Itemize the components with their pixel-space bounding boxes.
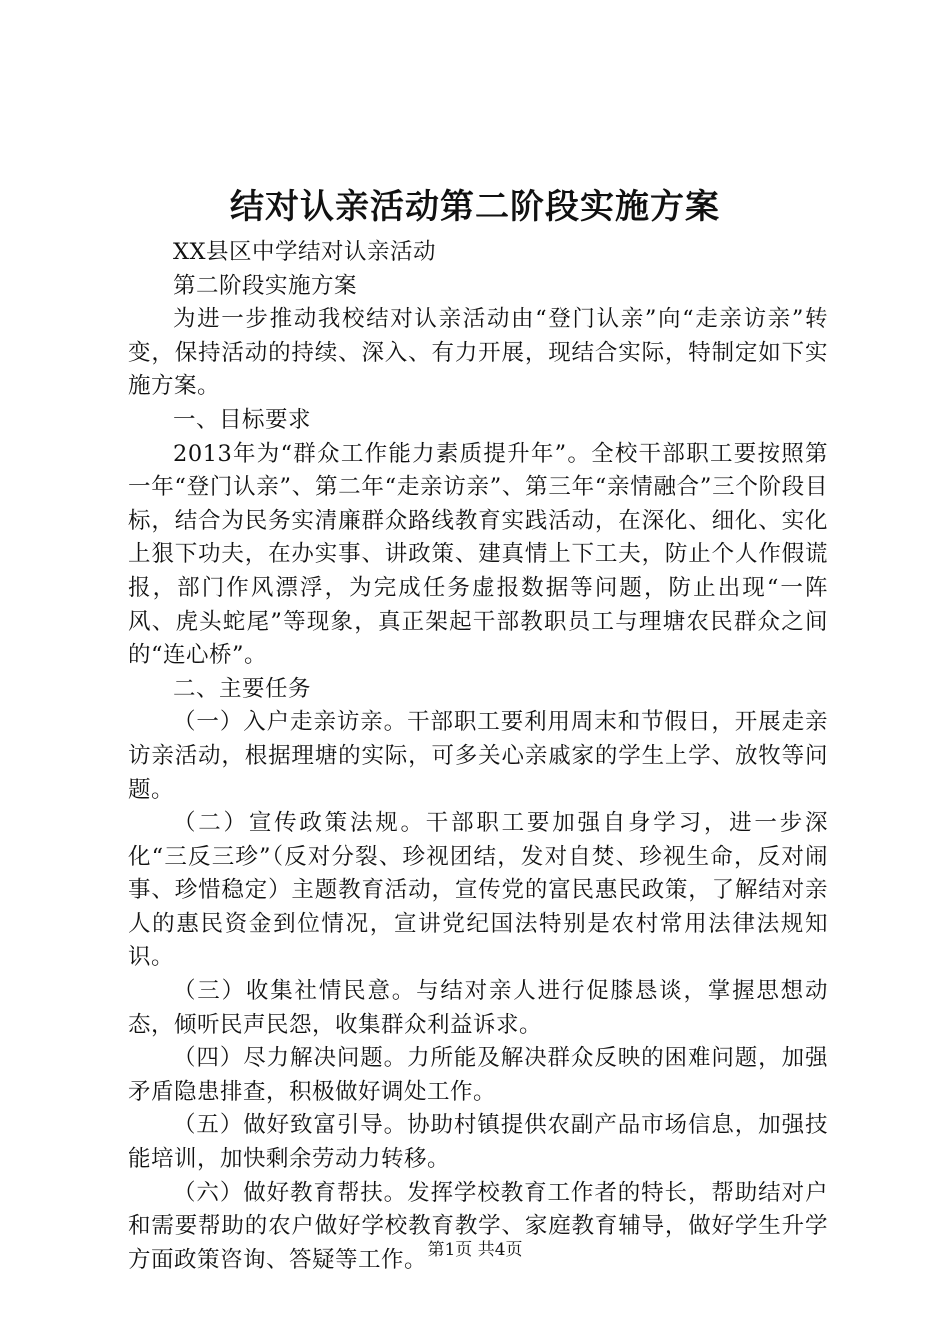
- body-paragraph: （四）尽力解决问题。力所能及解决群众反映的困难问题，加强矛盾隐患排查，积极做好调处工作。: [128, 1045, 828, 1105]
- document-body: [128, 236, 828, 1277]
- body-paragraph: 第二阶段实施方案: [173, 272, 358, 299]
- section-heading: 二、主要任务: [173, 675, 312, 702]
- section-heading: 一、目标要求: [173, 406, 312, 433]
- document-title: 结对认亲活动第二阶段实施方案: [230, 187, 720, 227]
- body-paragraph: XX县区中学结对认亲活动: [173, 239, 437, 265]
- body-paragraph: 为进一步推动我校结对认亲活动由“登门认亲”向“走亲访亲”转变，保持活动的持续、深入、有力开展，现结合实际，特制定如下实施方案。: [128, 306, 828, 400]
- body-paragraph: （二）宣传政策法规。干部职工要加强自身学习，进一步深化“三反三珍”（反对分裂、珍视团结，发对自焚、珍视生命，反对闹事、珍惜稳定）主题教育活动，宣传党的富民惠民政策，了解结对亲人的惠民资金到位情况，宣讲党纪国法特别是农村常用法律法规知识。: [128, 810, 828, 971]
- body-paragraph: 2013年为“群众工作能力素质提升年”。全校干部职工要按照第一年“登门认亲”、第二年“走亲访亲”、第三年“亲情融合”三个阶段目标，结合为民务实清廉群众路线教育实践活动，在深化、细化、实化上狠下功夫，在办实事、讲政策、建真情上下工夫，防止个人作假谎报，部门作风漂浮，为完成任务虚报数据等问题，防止出现“一阵风、虎头蛇尾”等现象，真正架起干部教职员工与理塘农民群众之间的“连心桥”。: [128, 440, 828, 669]
- body-paragraph: （五）做好致富引导。协助村镇提供农副产品市场信息，加强技能培训，加快剩余劳动力转移。: [128, 1112, 828, 1173]
- body-paragraph: （六）做好教育帮扶。发挥学校教育工作者的特长，帮助结对户和需要帮助的农户做好学校教育教学、家庭教育辅导，做好学生升学方面政策咨询、答疑等工作。: [128, 1179, 828, 1273]
- body-paragraph: （三）收集社情民意。与结对亲人进行促膝恳谈，掌握思想动态，倾听民声民怨，收集群众利益诉求。: [128, 978, 828, 1038]
- page-number-footer: 第1页 共4页: [427, 1240, 523, 1260]
- body-paragraph: （一）入户走亲访亲。干部职工要利用周末和节假日，开展走亲访亲活动，根据理塘的实际，可多关心亲戚家的学生上学、放牧等问题。: [128, 709, 828, 803]
